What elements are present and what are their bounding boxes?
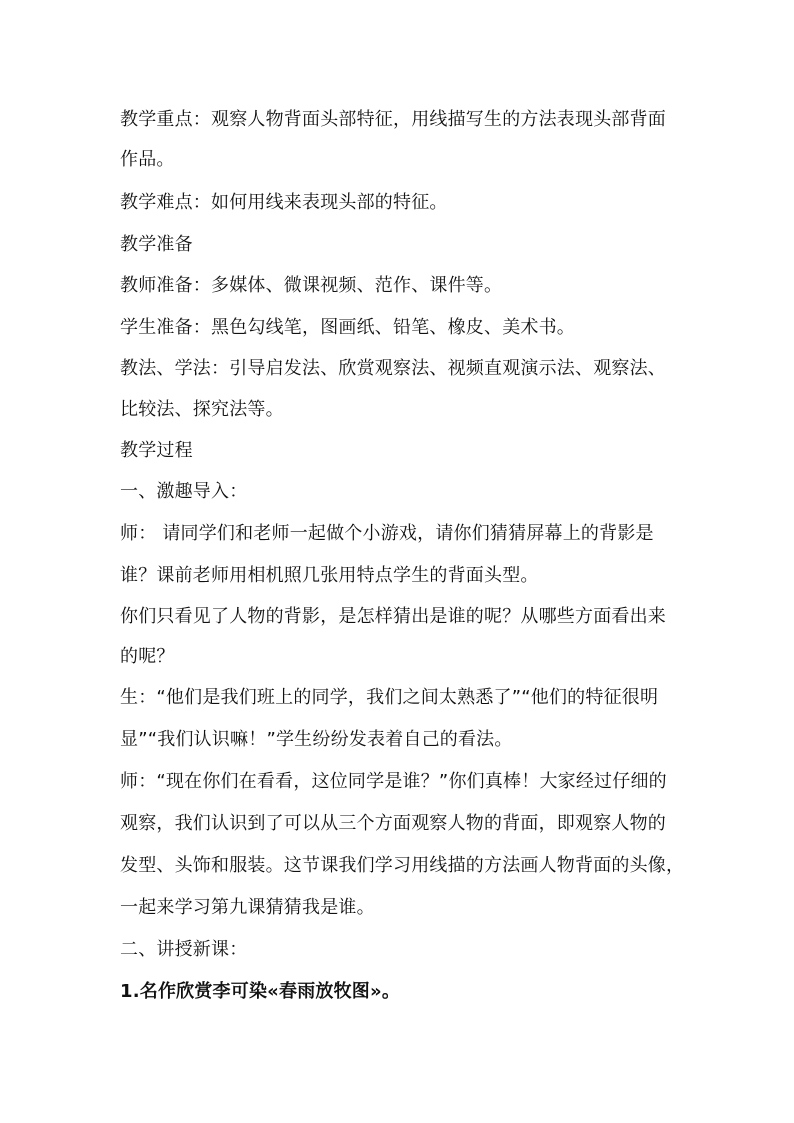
text-line-teacher-preparation: 教师准备：多媒体、微课视频、范作、课件等。: [120, 275, 503, 296]
text-line-teacher-response: 师：“现在你们在看看，这位同学是谁？”你们真棒！大家经过仔细的: [120, 771, 667, 792]
text-line-key-points: 教学重点：观察人物背面头部特征，用线描写生的方法表现头部背面: [120, 109, 666, 130]
text-line-student-response: 生：“他们是我们班上的同学，我们之间太熟悉了”“他们的特征很明: [120, 687, 659, 708]
text-line-teacher-response-3: 发型、头饰和服装。这节课我们学习用线描的方法画人物背面的头像，: [120, 855, 685, 876]
text-line-key-points-continued: 作品。: [120, 149, 175, 170]
text-line-artwork-appreciation: 1.名作欣赏李可染«春雨放牧图»。: [120, 981, 401, 1002]
text-line-teacher-game-continued: 谁？课前老师用相机照几张用特点学生的背面头型。: [120, 565, 539, 586]
section-title-introduction: 一、激趣导入：: [120, 481, 248, 502]
text-line-teacher-game: 师： 请同学们和老师一起做个小游戏，请你们猜猜屏幕上的背影是: [120, 523, 654, 544]
text-line-difficult-points: 教学难点：如何用线来表现头部的特征。: [120, 192, 448, 213]
text-line-methods-continued: 比较法、探究法等。: [120, 399, 284, 420]
section-title-preparation: 教学准备: [120, 234, 193, 255]
text-line-question: 你们只看见了人物的背影，是怎样猜出是谁的呢？从哪些方面看出来: [120, 606, 666, 627]
text-line-teacher-response-4: 一起来学习第九课猜猜我是谁。: [120, 897, 375, 918]
section-title-new-lesson: 二、讲授新课：: [120, 939, 248, 960]
section-title-teaching-process: 教学过程: [120, 440, 193, 461]
text-line-methods: 教法、学法：引导启发法、欣赏观察法、视频直观演示法、观察法、: [120, 358, 666, 379]
text-line-question-continued: 的呢？: [120, 646, 175, 667]
text-line-student-preparation: 学生准备：黑色勾线笔，图画纸、铅笔、橡皮、美术书。: [120, 317, 575, 338]
text-line-student-response-continued: 显”“我们认识嘛！”学生纷纷发表着自己的看法。: [120, 729, 513, 750]
text-line-teacher-response-2: 观察，我们认识到了可以从三个方面观察人物的背面，即观察人物的: [120, 813, 666, 834]
